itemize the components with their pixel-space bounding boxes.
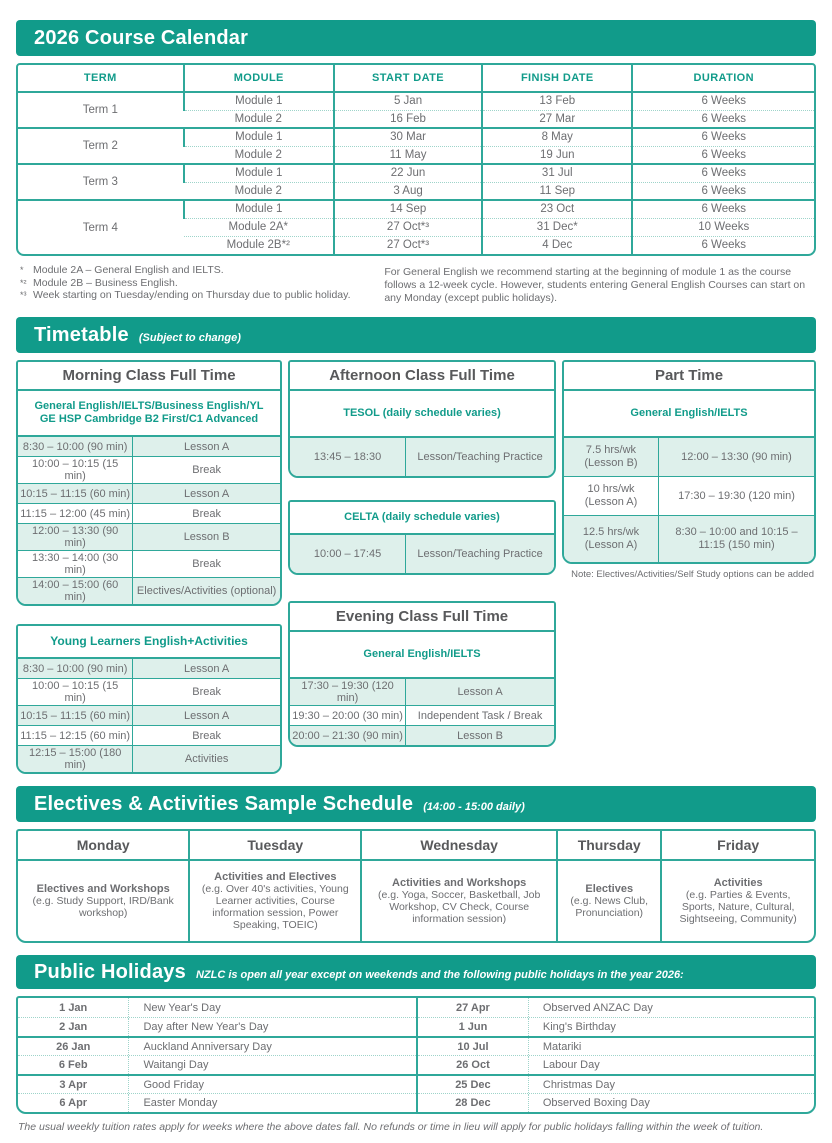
duration-cell: 6 Weeks [632, 146, 814, 164]
timetable-column-2 [288, 360, 556, 774]
public-holidays-table [16, 996, 816, 1114]
timetable-column-3 [562, 360, 816, 774]
activity: Lesson A [183, 709, 230, 722]
activity: Break [192, 464, 221, 476]
finish-date-cell: 31 Dec* [482, 218, 632, 236]
holiday-name: Good Friday [143, 1078, 204, 1091]
course-calendar-table [16, 63, 816, 256]
afternoon-class-table [288, 360, 556, 478]
thursday-activities: Electives (e.g. News Club, Pronunciation) [556, 861, 660, 941]
electives-table [16, 829, 816, 943]
time-slot: 13:45 – 18:30 [290, 438, 406, 476]
time-slot: 13:30 – 14:00 (30 min) [18, 551, 133, 577]
hours-per-week: 10 hrs/wk (Lesson A) [564, 477, 659, 515]
time-slot: 10:00 – 10:15 (15 min) [18, 457, 133, 483]
term-1-label: Term 1 [82, 104, 118, 116]
young-learners-title: Young Learners English+Activities [18, 626, 280, 659]
timetable-subtitle: (Subject to change) [138, 331, 241, 344]
module-cell: Module 2 [184, 146, 334, 164]
celta-subtitle: CELTA (daily schedule varies) [290, 502, 554, 535]
part-time-title: Part Time [564, 362, 814, 391]
holiday-name: Easter Monday [143, 1097, 218, 1109]
column-header-duration: DURATION [632, 65, 814, 92]
footnote-marker: *³ [20, 290, 27, 300]
timetable-row [564, 515, 814, 562]
holiday-date: 1 Jun [418, 1018, 529, 1036]
duration-cell: 6 Weeks [632, 182, 814, 200]
module-cell: Module 2 [184, 110, 334, 128]
hours-per-week: 7.5 hrs/wk (Lesson B) [564, 438, 659, 476]
part-time-rows [564, 438, 814, 562]
holiday-name: Observed Boxing Day [542, 1097, 650, 1109]
holiday-date: 28 Dec [418, 1094, 529, 1112]
evening-class-rows [290, 679, 554, 745]
part-time-note: Note: Electives/Activities/Self Study options can be added [571, 569, 814, 580]
holiday-row [18, 1093, 416, 1112]
time-slot: 12:00 – 13:30 (90 min) [18, 524, 133, 550]
electives-body-row [18, 861, 814, 941]
timetable-row [18, 523, 280, 550]
young-learners-rows [18, 659, 280, 772]
timetable-row [564, 476, 814, 515]
holiday-name: Day after New Year's Day [143, 1021, 269, 1033]
evening-class-courses: General English/IELTS [290, 632, 554, 679]
day-header-thursday: Thursday [556, 831, 660, 859]
tuition-rates-note: The usual weekly tuition rates apply for weeks where the above dates fall. No refunds or time in lieu will apply for public holidays falling within the week of tuition. [18, 1121, 764, 1133]
day-header-friday: Friday [660, 831, 814, 859]
evening-class-table [288, 601, 556, 747]
duration-cell: 6 Weeks [632, 200, 814, 218]
finish-date-cell: 27 Mar [482, 110, 632, 128]
start-date-cell: 14 Sep [334, 200, 482, 218]
activity: Lesson B [183, 531, 230, 543]
day-header-wednesday: Wednesday [360, 831, 556, 859]
time-slot: 20:00 – 21:30 (90 min) [290, 726, 406, 745]
column-header-module: MODULE [184, 65, 334, 92]
finish-date-cell: 11 Sep [482, 182, 632, 200]
duration-cell: 6 Weeks [632, 92, 814, 110]
finish-date-cell: 23 Oct [482, 200, 632, 218]
friday-activities: Activities (e.g. Parties & Events, Sports, Nature, Cultural, Sightseeing, Community) [660, 861, 814, 941]
monday-activities: Electives and Workshops (e.g. Study Support, IRD/Bank workshop) [32, 883, 174, 919]
activity: Lesson A [457, 686, 503, 698]
term-4-label: Term 4 [18, 200, 184, 254]
holiday-name: Christmas Day [542, 1078, 615, 1091]
holiday-name: Labour Day [542, 1059, 600, 1071]
public-holidays-banner [16, 955, 816, 989]
timetable-banner [16, 317, 816, 353]
start-date-cell: 22 Jun [334, 164, 482, 182]
public-holidays-right [416, 998, 814, 1112]
footnote-list [20, 264, 384, 305]
timetable-row [18, 437, 280, 456]
timetable-row [564, 438, 814, 476]
activity: Break [192, 729, 221, 742]
finish-date-cell: 4 Dec [482, 236, 632, 254]
time-slot: 10:15 – 11:15 (60 min) [18, 706, 133, 725]
activity: Independent Task / Break [417, 709, 543, 722]
timetable-row [18, 503, 280, 523]
timetable-row [290, 535, 554, 573]
timetable-row [290, 438, 554, 476]
course-calendar-title: 2026 Course Calendar [34, 26, 249, 49]
holiday-name: Waitangi Day [143, 1059, 209, 1071]
finish-date-cell: 8 May [482, 128, 632, 146]
afternoon-class-title: Afternoon Class Full Time [290, 362, 554, 391]
timetable-row [290, 705, 554, 725]
holiday-name: Observed ANZAC Day [542, 1001, 653, 1014]
module-cell: Module 1 [184, 164, 334, 182]
finish-date-cell: 13 Feb [482, 92, 632, 110]
public-holidays-title: Public Holidays [34, 960, 186, 983]
footnote-text: Module 2A – General English and IELTS. [33, 264, 224, 276]
activity: Break [192, 686, 221, 698]
timetable-row [18, 483, 280, 503]
activity: Lesson A [183, 662, 230, 675]
time-slot: 10:15 – 11:15 (60 min) [18, 484, 133, 503]
holiday-name: Matariki [542, 1040, 582, 1053]
time-slot: 8:30 – 10:00 (90 min) [18, 437, 133, 456]
morning-class-courses: General English/IELTS/Business English/YL GE HSP Cambridge B2 First/C1 Advanced [18, 391, 280, 437]
module-cell: Module 1 [184, 128, 334, 146]
part-time-courses: General English/IELTS [564, 391, 814, 438]
tuesday-activities: Activities and Electives (e.g. Over 40's activities, Young Learner activities, Course information session, Power Speaking, TOEIC) [188, 861, 360, 941]
holiday-date: 2 Jan [18, 1018, 129, 1036]
column-header-finish-date: FINISH DATE [482, 65, 632, 92]
holiday-name: Auckland Anniversary Day [143, 1040, 272, 1053]
holiday-row [18, 1017, 416, 1036]
start-date-cell: 16 Feb [334, 110, 482, 128]
activity: Break [192, 558, 221, 570]
timetable-row [290, 725, 554, 745]
footnote [20, 289, 384, 302]
column-header-start-date: START DATE [334, 65, 482, 92]
timetable-row [18, 745, 280, 772]
time-slot: 17:30 – 19:30 (120 min) [290, 679, 406, 705]
time-slot: 12:15 – 15:00 (180 min) [18, 746, 133, 772]
time-slot: 10:00 – 17:45 [290, 535, 406, 573]
start-date-cell: 5 Jan [334, 92, 482, 110]
timetable-row [18, 659, 280, 678]
timetable-row [18, 456, 280, 483]
holiday-row [418, 1074, 814, 1093]
footnote [20, 277, 384, 290]
morning-class-rows [18, 437, 280, 604]
duration-cell: 6 Weeks [632, 128, 814, 146]
activity: Lesson B [457, 729, 503, 742]
module-cell: Module 1 [184, 200, 334, 218]
timetable-row [18, 550, 280, 577]
start-date-cell: 27 Oct*³ [334, 236, 482, 254]
holiday-date: 26 Oct [418, 1056, 529, 1074]
time-slot: 11:15 – 12:00 (45 min) [18, 504, 133, 523]
timetable-grid [16, 360, 816, 774]
calendar-header-row [18, 65, 814, 92]
timetable-row [18, 577, 280, 604]
holiday-name: King's Birthday [542, 1021, 616, 1033]
timetable-column-1 [16, 360, 282, 774]
footnote-marker: *² [20, 277, 27, 288]
time-slot: 8:30 – 10:00 (90 min) [18, 659, 133, 678]
public-holidays-left [18, 998, 416, 1112]
term-2-label: Term 2 [18, 128, 184, 164]
activity: Activities [184, 753, 229, 765]
time-slot: 11:15 – 12:15 (60 min) [18, 726, 133, 745]
holiday-date: 26 Jan [18, 1038, 129, 1055]
activity: Lesson A [183, 440, 230, 453]
holiday-row [418, 1093, 814, 1112]
table-row [18, 164, 814, 182]
holiday-name: New Year's Day [143, 1001, 221, 1014]
footnote-text: Module 2B – Business English. [33, 276, 178, 289]
calendar-footnotes [20, 264, 812, 305]
finish-date-cell: 19 Jun [482, 146, 632, 164]
course-calendar-banner [16, 20, 816, 56]
evening-class-title: Evening Class Full Time [290, 603, 554, 632]
holiday-date: 27 Apr [418, 998, 529, 1017]
time-slot: 8:30 – 10:00 and 10:15 – 11:15 (150 min) [675, 526, 798, 551]
time-slot: 14:00 – 15:00 (60 min) [18, 578, 133, 604]
general-english-note: For General English we recommend starting at the beginning of module 1 as the course follows a 12-week cycle. However, students entering General English Courses can start on any Monday (except public holidays). [384, 266, 806, 304]
activity: Lesson A [183, 487, 230, 500]
holiday-row [18, 1055, 416, 1074]
duration-cell: 6 Weeks [632, 110, 814, 128]
young-learners-table [16, 624, 282, 774]
holiday-row [418, 1036, 814, 1055]
start-date-cell: 27 Oct*³ [334, 218, 482, 236]
timetable-title: Timetable [34, 323, 129, 346]
time-slot: 19:30 – 20:00 (30 min) [290, 706, 406, 725]
footnote-marker: * [20, 265, 24, 275]
footnote [20, 264, 384, 277]
holiday-row [418, 998, 814, 1017]
module-cell: Module 2B*² [184, 236, 334, 254]
electives-header-row [18, 831, 814, 861]
term-3-label: Term 3 [18, 164, 184, 200]
activity: Break [192, 507, 221, 520]
timetable-row [18, 725, 280, 745]
activity: Lesson/Teaching Practice [417, 451, 543, 463]
holiday-row [418, 1055, 814, 1074]
morning-class-title: Morning Class Full Time [18, 362, 280, 391]
timetable-row [18, 705, 280, 725]
timetable-row [290, 679, 554, 705]
column-header-term: TERM [18, 65, 184, 92]
electives-subtitle: (14:00 - 15:00 daily) [423, 800, 525, 813]
timetable-row [18, 678, 280, 705]
table-row [18, 128, 814, 146]
tesol-subtitle: TESOL (daily schedule varies) [290, 391, 554, 438]
hours-per-week: 12.5 hrs/wk (Lesson A) [564, 516, 659, 562]
activity: Lesson/Teaching Practice [417, 548, 543, 560]
holiday-date: 3 Apr [18, 1076, 129, 1093]
public-holidays-subtitle: NZLC is open all year except on weekends and the following public holidays in the year 2026: [195, 968, 684, 981]
morning-class-table [16, 360, 282, 606]
activity: Electives/Activities (optional) [136, 585, 277, 597]
day-header-monday: Monday [76, 837, 130, 853]
holiday-date: 10 Jul [418, 1038, 529, 1055]
start-date-cell: 11 May [334, 146, 482, 164]
module-cell: Module 2A* [184, 218, 334, 236]
start-date-cell: 30 Mar [334, 128, 482, 146]
celta-table [288, 500, 556, 575]
electives-title: Electives & Activities Sample Schedule [34, 792, 414, 815]
holiday-date: 1 Jan [18, 998, 129, 1017]
start-date-cell: 3 Aug [334, 182, 482, 200]
time-slot: 17:30 – 19:30 (120 min) [678, 489, 795, 502]
holiday-row [418, 1017, 814, 1036]
holiday-row [18, 1074, 416, 1093]
module-cell: Module 2 [184, 182, 334, 200]
duration-cell: 6 Weeks [632, 164, 814, 182]
holiday-date: 6 Apr [18, 1094, 129, 1112]
finish-date-cell: 31 Jul [482, 164, 632, 182]
holiday-row [18, 998, 416, 1017]
duration-cell: 10 Weeks [632, 218, 814, 236]
table-row [18, 92, 814, 110]
footnote-text: Week starting on Tuesday/ending on Thursday due to public holiday. [33, 289, 351, 301]
time-slot: 10:00 – 10:15 (15 min) [18, 679, 133, 705]
holiday-row [18, 1036, 416, 1055]
part-time-table [562, 360, 816, 564]
holiday-date: 25 Dec [418, 1076, 529, 1093]
duration-cell: 6 Weeks [632, 236, 814, 254]
holiday-date: 6 Feb [18, 1056, 129, 1074]
table-row [18, 200, 814, 218]
time-slot: 12:00 – 13:30 (90 min) [681, 450, 792, 463]
electives-banner [16, 786, 816, 822]
wednesday-activities: Activities and Workshops (e.g. Yoga, Soccer, Basketball, Job Workshop, CV Check, Course information session) [360, 861, 556, 941]
module-cell: Module 1 [184, 92, 334, 110]
day-header-tuesday: Tuesday [188, 831, 360, 859]
